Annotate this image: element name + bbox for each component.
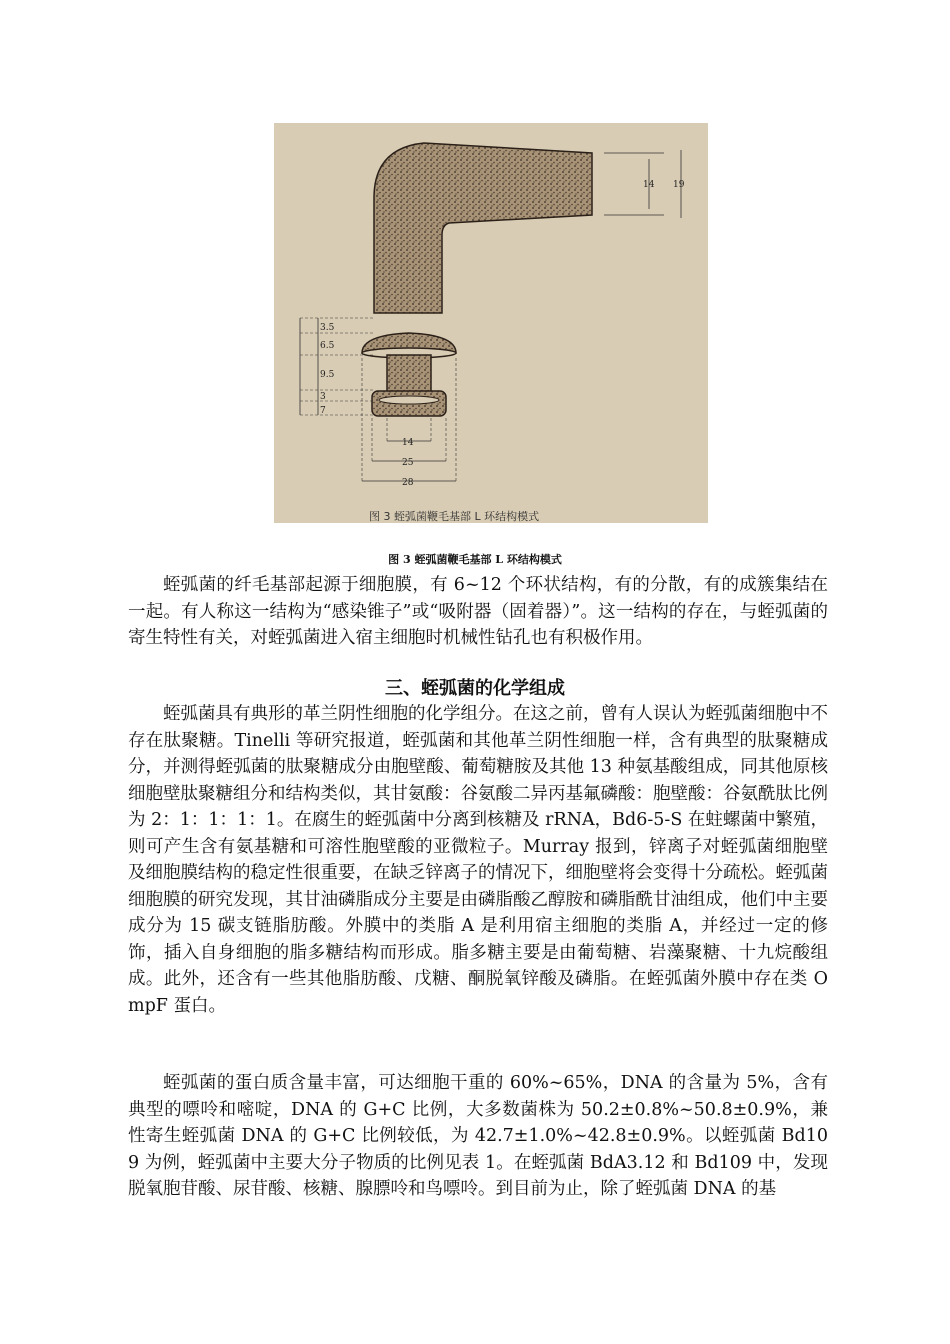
dim-bottom-1: 14 <box>402 438 414 448</box>
section-heading: 三、蛭弧菌的化学组成 <box>385 678 565 699</box>
figure-l-ring-model <box>274 123 708 523</box>
dim-left-3: 9.5 <box>320 370 335 380</box>
flagellum-hook <box>374 143 592 313</box>
dim-left-1: 3.5 <box>320 323 335 333</box>
dim-bottom-3: 28 <box>402 478 414 488</box>
dim-left-5: 7 <box>320 406 326 416</box>
dim-right-2: 19 <box>673 180 685 190</box>
paragraph-2: 蛭弧菌具有典形的革兰阴性细胞的化学组分。在这之前，曾有人误认为蛭弧菌细胞中不存在肽聚糖。Tinelli 等研究报道，蛭弧菌和其他革兰阴性细胞一样，含有典型的肽聚糖成分，并测得蛭弧菌的肽聚糖成分由胞壁酸、葡萄糖胺及其他 13 种氨基酸组成，同其他原核细胞壁肽聚糖组分和结构类似，其甘氨酸：谷氨酸二异丙基氟磷酸：胞壁酸：谷氨酰肽比例为 2：1：1：1：1。在腐生的蛭弧菌中分离到核糖及 rRNA，Bd6-5-S 在蛀螺菌中繁殖，则可产生含有氨基糖和可溶性胞壁酸的亚微粒子。Murray 报到，锌离子对蛭弧菌细胞壁及细胞膜结构的稳定性很重要，在缺乏锌离子的情况下，细胞壁将会变得十分疏松。蛭弧菌细胞膜的研究发现，其甘油磷脂成分主要是由磷脂酸乙醇胺和磷脂酰甘油组成，他们中主要成分为 15 碳支链脂肪酸。外膜中的类脂 A 是利用宿主细胞的类脂 A，并经过一定的修饰，插入自身细胞的脂多糖结构而形成。脂多糖主要是由葡萄糖、岩藻聚糖、十九烷酸组成。此外，还含有一些其他脂肪酸、戊糖、酮脱氧锌酸及磷脂。在蛭弧菌外膜中存在类 OmpF 蛋白。 <box>128 704 828 1016</box>
paragraph-3: 蛭弧菌的蛋白质含量丰富，可达细胞干重的 60%~65%，DNA 的含量为 5%，含有典型的嘌呤和嘧啶，DNA 的 G+C 比例，大多数菌株为 50.2±0.8%~50.8±0.9%，兼性寄生蛭弧菌 DNA 的 G+C 比例较低，为 42.7±1.0%~42.8±0.9%。以蛭弧菌 Bd109 为例，蛭弧菌中主要大分子物质的比例见表 1。在蛭弧菌 BdA3.12 和 Bd109 中，发现脱氧胞苷酸、尿苷酸、核糖、腺膘呤和鸟嘌呤。到目前为止，除了蛭弧菌 DNA 的基 <box>128 1073 828 1199</box>
dim-right-1: 14 <box>643 180 655 190</box>
dim-bottom-2: 25 <box>402 458 414 468</box>
figure-caption: 图 3 蛭弧菌鞭毛基部 L 环结构模式 <box>388 553 562 566</box>
dim-left-4: 3 <box>320 392 326 402</box>
paragraph-1: 蛭弧菌的纤毛基部起源于细胞膜，有 6~12 个环状结构，有的分散，有的成簇集结在一起。有人称这一结构为“感染锥子”或“吸附器（固着器）”。这一结构的存在，与蛭弧菌的寄生特性有关，对蛭弧菌进入宿主细胞时机械性钻孔也有积极作用。 <box>128 575 828 648</box>
dim-left-2: 6.5 <box>320 341 335 351</box>
figure-inset-caption: 图 3 蛭弧菌鞭毛基部 L 环结构模式 <box>369 510 540 523</box>
